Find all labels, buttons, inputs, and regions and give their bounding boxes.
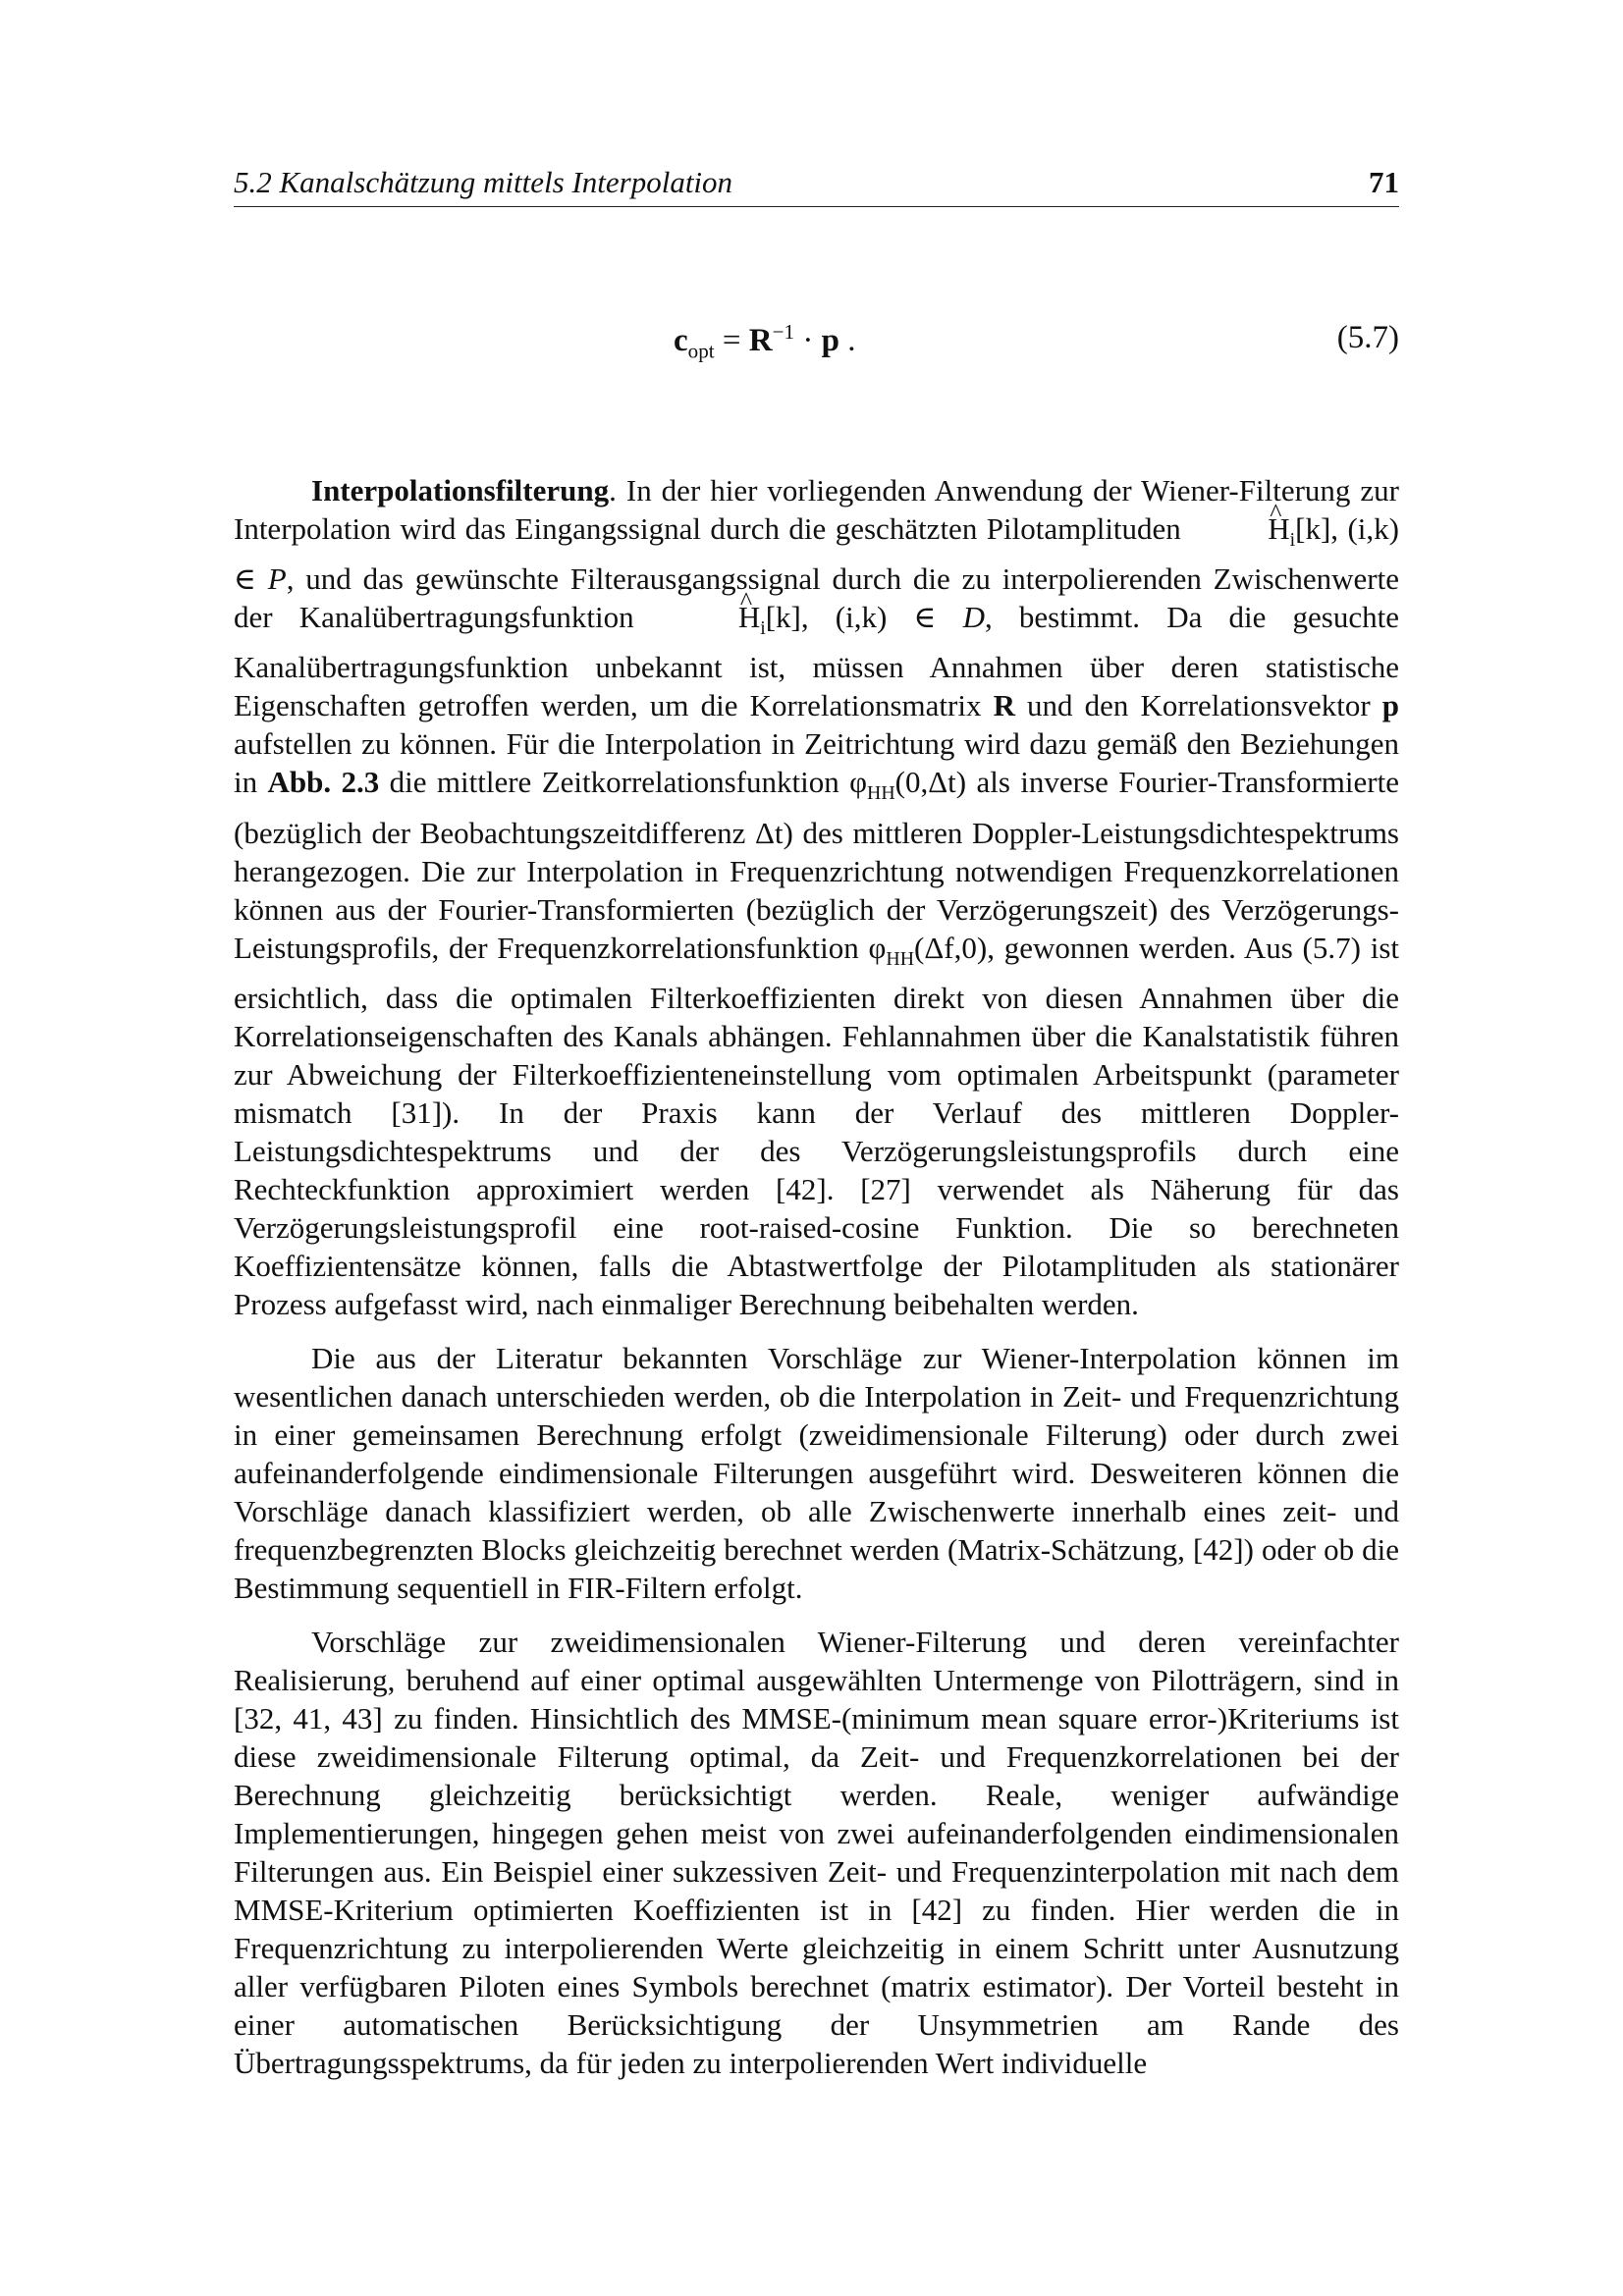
text-run: . In der hier vorliegenden Anwendung der Wiener-Filterung zur Interpolation wird das Eingangssignal durch die geschätzten Pilotamplituden <box>234 473 1399 546</box>
symbol-H: H <box>737 600 761 635</box>
equals-sign: = <box>714 323 749 358</box>
paragraph-interpolationsfilterung <box>234 471 1399 1323</box>
page-number: 71 <box>1369 165 1399 199</box>
dot-operator: · <box>794 323 822 358</box>
symbol-R: R <box>748 323 773 358</box>
superscript-inverse: −1 <box>772 320 795 344</box>
paragraph-heading: Interpolationsfilterung <box>311 473 610 507</box>
equation-number: (5.7) <box>1336 320 1399 355</box>
equation-period: . <box>839 323 856 358</box>
text-run: und den Korrelationsvektor <box>1014 688 1382 723</box>
subscript-opt: opt <box>687 339 715 363</box>
text-run: , und das gewünschte Filterausgangssignal durch die zu interpolierenden Zwischenwerte der Kanalübertragungsfunktion <box>234 561 1399 635</box>
section-title: 5.2 Kanalschätzung mittels Interpolation <box>234 165 733 199</box>
body-text <box>234 471 1399 2098</box>
symbol-c: c <box>674 323 688 358</box>
symbol-H: H <box>1268 511 1290 546</box>
paragraph-wiener-interpolation: Die aus der Literatur bekannten Vorschläge zur Wiener-Interpolation können im wesentlichen danach unterschieden werden, ob die Interpolation in Zeit- und Frequenzrichtung in einer gemeinsamen Berechnung erfolgt (zweidimensionale Filterung) oder durch zwei aufeinanderfolgende eindimensionale Filterungen ausgeführt wird. Desweiteren können die Vorschläge danach klassifiziert werden, ob alle Zwischenwerte innerhalb eines zeit- und frequenzbegrenzten Blocks gleichzeitig berechnet werden (Matrix-Schätzung, [42]) oder ob die Bestimmung sequentiell in FIR-Filtern erfolgt. <box>234 1340 1399 1605</box>
index-k: [k] <box>765 600 801 635</box>
text-run: (0,Δt) als inverse Fourier-Transformierte (bezüglich der Beobachtungszeitdifferenz Δt) des mittleren Doppler-Leistungsdichtespektrums herangezogen. Die zur Interpolation in Frequenzrichtung notwendigen Frequenzkorrelationen können aus der Fourier-Transformierten (bezüglich der Verzögerungszeit) des Verzögerungs-Leistungsprofils, der Frequenzkorrelationsfunktion φ <box>234 765 1399 965</box>
subscript-HH: HH <box>886 947 915 970</box>
text-run: die mittlere Zeitkorrelationsfunktion φ <box>379 765 868 800</box>
equation-body <box>674 320 855 364</box>
figure-reference: Abb. 2.3 <box>267 765 380 800</box>
symbol-p: p <box>821 323 839 358</box>
text-run: , bestimmt. Da die gesuchte Kanalübertragungsfunktion unbekannt ist, müssen Annahmen über deren statistische Eigenschaften getroffen werden, um die Korrelationsmatrix <box>234 600 1399 723</box>
subscript-HH: HH <box>867 782 895 805</box>
interpolated-value-symbol <box>661 598 760 636</box>
paragraph-two-dimensional-filtering: Vorschläge zur zweidimensionalen Wiener-Filterung und deren vereinfachter Realisierung, beruhend auf einer optimal ausgewählten Untermenge von Pilotträgern, sind in [32, 41, 43] zu finden. Hinsichtlich des MMSE-(minimum mean square error-)Kriteriums ist diese zweidimensionale Filterung optimal, da Zeit- und Frequenzkorrelationen bei der Berechnung gleichzeitig berücksichtigt werden. Reale, weniger aufwändige Implementierungen, hingegen gehen meist von zwei aufeinanderfolgenden eindimensionalen Filterungen aus. Ein Beispiel einer sukzessiven Zeit- und Frequenzinterpolation mit nach dem MMSE-Kriterium optimierten Koeffizienten ist in [42] zu finden. Hier werden die in Frequenzrichtung zu interpolierenden Werte gleichzeitig in einem Schritt unter Ausnutzung aller verfügbaren Piloten eines Symbols berechnet (matrix estimator). Der Vorteil besteht in einer automatischen Berücksichtigung der Unsymmetrien am Rande des Übertragungsspektrums, da für jeden zu interpolierenden Wert individuelle <box>234 1624 1399 2080</box>
text-run: , (i,k) ∈ <box>800 600 963 635</box>
subscript-i: i <box>1289 529 1296 552</box>
set-P: P <box>267 561 287 597</box>
text-run: , (i,k) ∈ <box>234 511 1399 597</box>
index-k: [k] <box>1295 511 1331 546</box>
equation-5-7 <box>234 320 1399 369</box>
matrix-R: R <box>993 688 1015 723</box>
text-run: aufstellen zu können. Für die Interpolation in Zeitrichtung wird dazu gemäß den Beziehungen in <box>234 726 1399 800</box>
text-run: (Δf,0), gewonnen werden. Aus (5.7) ist ersichtlich, dass die optimalen Filterkoeffizienten direkt von diesen Annahmen über die Korrelationseigenschaften des Kanals abhängen. Fehlannahmen über die Kanalstatistik führen zur Abweichung der Filterkoeffizienteneinstellung vom optimalen Arbeitspunkt (parameter mismatch [31]). In der Praxis kann der Verlauf des mittleren Doppler-Leistungsdichtespektrums und der des Verzögerungsleistungsprofils durch eine Rechteckfunktion approximiert werden [42]. [27] verwendet als Näherung für das Verzögerungsleistungsprofil eine root-raised-cosine Funktion. Die so berechneten Koeffizientensätze können, falls die Abtastwertfolge der Pilotamplituden als stationärer Prozess aufgefasst wird, nach einmaliger Berechnung beibehalten werden. <box>234 930 1399 1321</box>
running-header <box>234 163 1399 207</box>
set-D: D <box>962 600 985 635</box>
subscript-i: i <box>760 617 766 640</box>
vector-p: p <box>1381 688 1399 723</box>
pilot-amplitude-symbol <box>1190 509 1289 548</box>
